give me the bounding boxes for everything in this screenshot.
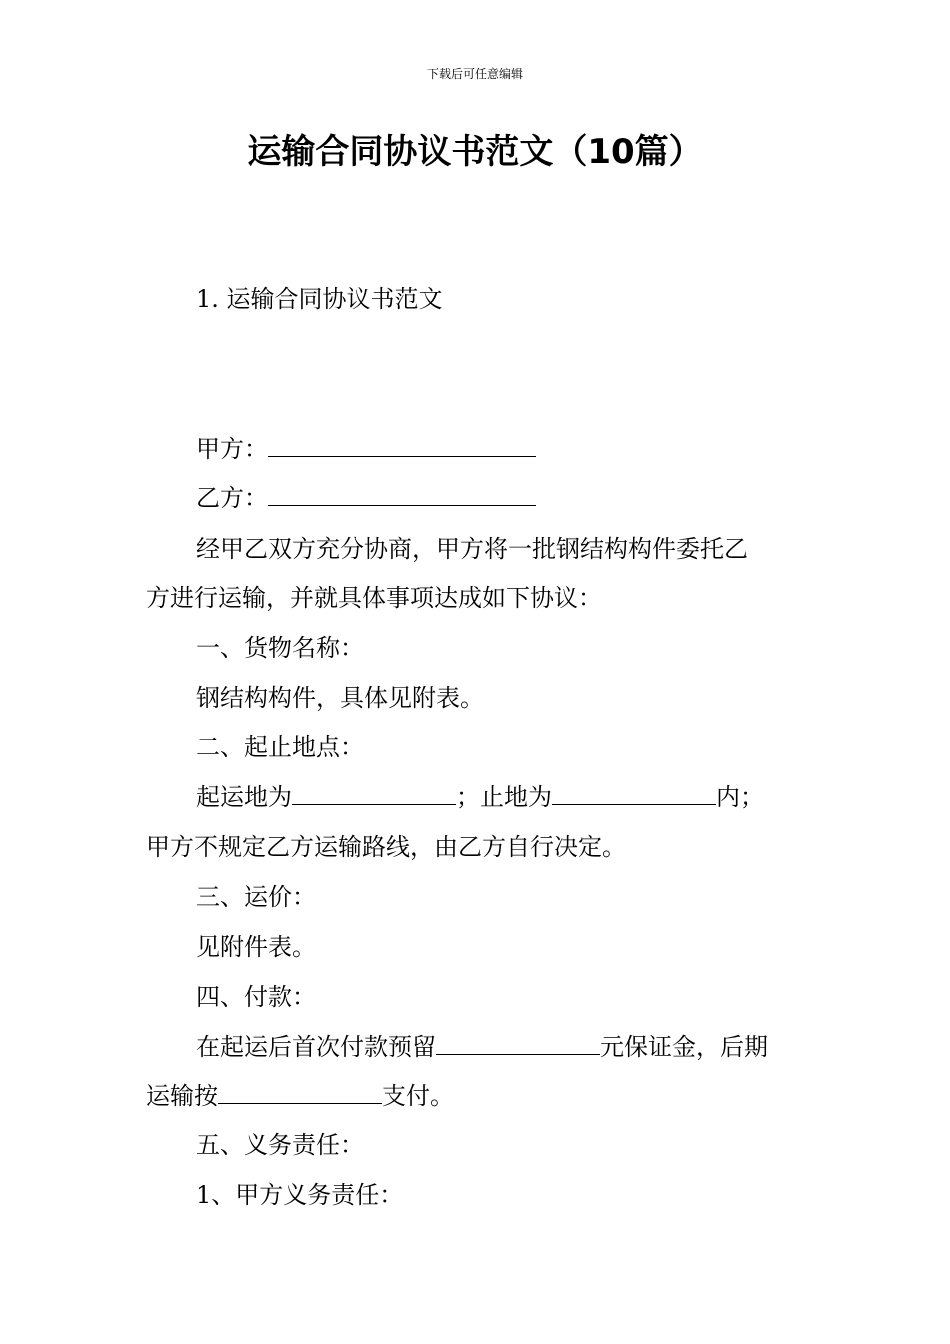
item3-body: 见附件表。 xyxy=(196,933,316,961)
end-location-blank xyxy=(552,782,716,805)
intro-line-2: 方进行运输，并就具体事项达成如下协议： xyxy=(146,584,602,612)
item2-locations-line xyxy=(146,781,866,813)
payment-method-label: 运输按 xyxy=(146,1082,218,1110)
intro-line-1: 经甲乙双方充分协商，甲方将一批钢结构构件委托乙 xyxy=(196,535,748,563)
item2-route-line: 甲方不规定乙方运输路线，由乙方自行决定。 xyxy=(146,833,626,861)
end-location-suffix: 内； xyxy=(716,783,764,811)
end-location-label: ；止地为 xyxy=(456,783,552,811)
start-location-label: 起运地为 xyxy=(196,783,292,811)
party-b-line xyxy=(146,482,866,514)
deposit-suffix: 元保证金，后期 xyxy=(600,1033,768,1061)
start-location-blank xyxy=(292,782,456,805)
deposit-label: 在起运后首次付款预留 xyxy=(196,1033,436,1061)
item3-heading: 三、运价： xyxy=(196,883,316,911)
party-a-blank xyxy=(268,434,536,457)
party-b-label: 乙方： xyxy=(196,484,268,512)
item1-body: 钢结构构件，具体见附表。 xyxy=(196,684,484,712)
item1-heading: 一、货物名称： xyxy=(196,634,364,662)
payment-method-suffix: 支付。 xyxy=(382,1082,454,1110)
deposit-blank xyxy=(436,1032,600,1055)
item4-heading: 四、付款： xyxy=(196,983,316,1011)
item4-payment-line-1 xyxy=(146,1031,866,1063)
payment-method-blank xyxy=(218,1081,382,1104)
party-a-label: 甲方： xyxy=(196,435,268,463)
party-b-blank xyxy=(268,483,536,506)
item2-heading: 二、起止地点： xyxy=(196,733,364,761)
header-note: 下载后可任意编辑 xyxy=(426,67,523,81)
section-heading: 1. 运输合同协议书范文 xyxy=(196,285,443,313)
item5-sub1: 1、甲方义务责任： xyxy=(196,1181,404,1209)
item5-heading: 五、义务责任： xyxy=(196,1131,364,1159)
party-a-line xyxy=(146,433,866,465)
item4-payment-line-2 xyxy=(146,1080,816,1112)
document-title: 运输合同协议书范文（10篇） xyxy=(247,132,703,172)
